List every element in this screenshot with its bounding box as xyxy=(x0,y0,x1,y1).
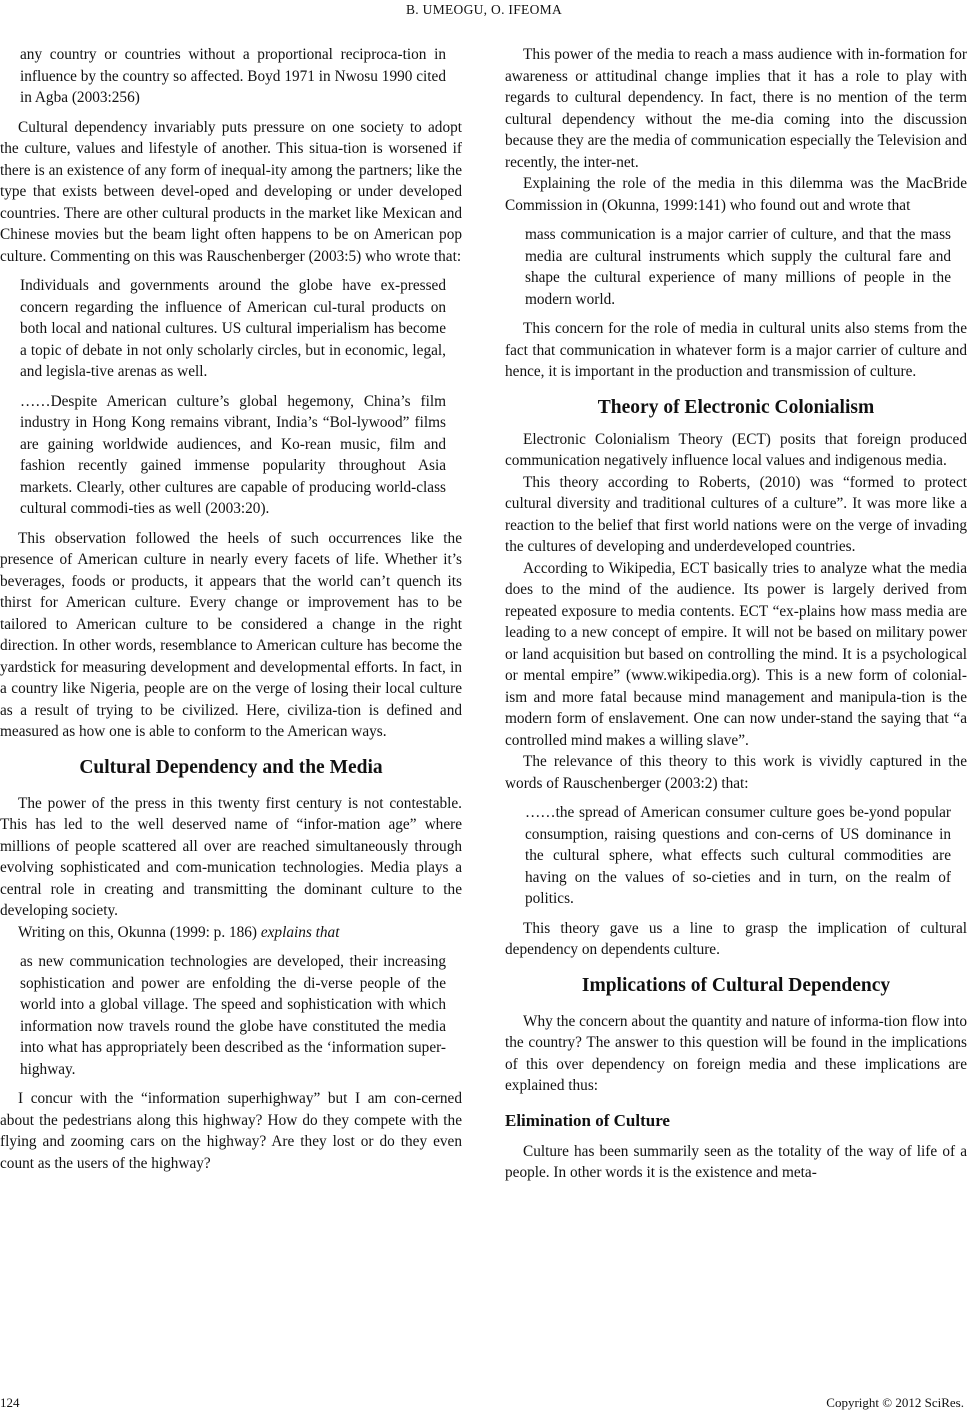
paragraph: This concern for the role of media in cultural units also stems from the fact that communication in whatever form is a major carrier of culture and hence, it is important in the production and transmission of culture. xyxy=(505,320,967,380)
running-head: B. UMEOGU, O. IFEOMA xyxy=(405,2,562,17)
subsection-heading: Elimination of Culture xyxy=(505,1110,670,1130)
paragraph-text: Writing on this, Okunna (1999: p. 186) xyxy=(18,923,261,941)
paragraph: The power of the press in this twenty first century is not contestable. This has led to the well deserved name of “infor-mation age” where millions of people scattered all over are reached simultaneously through evolving sophisticated and com-munication technologies. Media plays a central role in creating and transmitting the dominant culture to the developing society. xyxy=(0,794,462,919)
paragraph xyxy=(0,922,462,944)
copyright-notice: Copyright © 2012 SciRes. xyxy=(826,1395,964,1410)
paragraph: Why the concern about the quantity and nature of informa-tion flow into the country? The answer to this question will be found in the implications of this over dependency on foreign media and these implications are explained thus: xyxy=(505,1012,967,1094)
block-quote: ……the spread of American consumer culture goes be-yond popular consumption, raising questions and con-cerns of US dominance in the cultural sphere, what effects such cultural commodities are having on the values of so-cieties and in turn, on the realm of politics. xyxy=(525,804,951,907)
section-heading: Implications of Cultural Dependency xyxy=(581,974,891,996)
section-heading: Theory of Electronic Colonialism xyxy=(597,396,875,418)
paragraph: I concur with the “information superhighway” but I am con-cerned about the pedestrians along this highway? How do they compete with the flying and zooming cars on the highway? Are they lost or do they even count as the users of the highway? xyxy=(0,1090,462,1172)
block-quote: Individuals and governments around the globe have ex-pressed concern regarding the influence of American cul-tural products on both local and national cultures. US cultural imperialism has become a topic of debate in not only scholarly circles, but in economic, legal, and legisla-tive arenas as well. xyxy=(20,277,446,380)
paragraph: This theory gave us a line to grasp the implication of cultural dependency on dependents culture. xyxy=(505,919,967,958)
paragraph: This power of the media to reach a mass audience with in-formation for awareness or attitudinal change implies that it has a role to play with regards to cultural dependency. In fact, there is no mention of the term cultural dependency without the me-dia coming into the discussion because they are the media of communication especially the Television and recently, the inter-net. xyxy=(505,46,967,171)
right-column xyxy=(505,44,967,1184)
paragraph: Explaining the role of the media in this dilemma was the MacBride Commission in (Okunna, 1999:141) who found out and wrote that xyxy=(505,175,967,214)
paragraph: This theory according to Roberts, (2010) was “formed to protect cultural diversity and traditional cultures of a culture”. It was more like a reaction to the belief that first world nations were on the verge of invading the cultures of developing and underdeveloped countries. xyxy=(505,473,967,555)
block-quote: mass communication is a major carrier of culture, and that the mass media are cultural instruments which supply the cultural fare and shape the cultural experience of many millions of people in the modern world. xyxy=(525,226,951,308)
paragraph: According to Wikipedia, ECT basically tries to analyze what the media does to the mind of the audience. Its power is largely derived from repeated exposure to media contents. ECT “ex-plains how mass media are leading to a new concept of empire. It will not be based on military power or land acquisition but based on controlling the mind. It is a psychological or mental empire” (www.wikipedia.org). This is a new form of colonial-ism and more fatal because mind management and manipula-tion is the modern form of enslavement. One can now under-stand the saying that “a controlled mind makes a willing slave”. xyxy=(505,559,967,749)
paragraph: The relevance of this theory to this work is vividly captured in the words of Rauschenberger (2003:2) that: xyxy=(505,753,967,792)
paragraph: Culture has been summarily seen as the totality of the way of life of a people. In other words it is the existence and meta- xyxy=(505,1142,967,1181)
paragraph: This observation followed the heels of such occurrences like the presence of American culture in nearly every facets of life. Whether it’s beverages, foods or products, it appears that the world can’t quench its thirst for American culture. Every change or improvement has to be tailored to American culture to be considered a change in the right direction. In other words, resemblance to American culture has become the yardstick for measuring development and developmental efforts. In fact, in a country like Nigeria, people are on the verge of losing their local culture as a result of trying to be civilized. Here, civiliza-tion is defined and measured as how one is able to conform to the American ways. xyxy=(0,529,462,740)
page-number: 124 xyxy=(0,1395,20,1410)
emphasis-text: explains that xyxy=(260,923,340,941)
paragraph: Cultural dependency invariably puts pressure on one society to adopt the culture, values and lifestyle of another. This situa-tion is worsened if there is an existence of any form of inequal-ity among the partners; like the type that exists between devel-oped and developing or under developed countries. There are other cultural products in the market like Mexican and Chinese movies but the beam light often happens to be on American pop culture. Commenting on this was Rauschenberger (2003:5) who wrote that: xyxy=(0,118,462,265)
paragraph: Electronic Colonialism Theory (ECT) posits that foreign produced communication negatively influence local values and indigenous media. xyxy=(505,430,967,469)
block-quote: as new communication technologies are developed, their increasing sophistication and power are enfolding the di-verse people of the world into a global village. The speed and sophistication with which information now travels round the globe have constituted the media into what has appropriately been described as the ‘information super-highway. xyxy=(20,953,446,1078)
left-column xyxy=(0,44,462,1174)
section-heading: Cultural Dependency and the Media xyxy=(79,756,383,778)
block-quote: any country or countries without a proportional reciproca-tion in influence by the country so affected. Boyd 1971 in Nwosu 1990 cited in Agba (2003:256) xyxy=(20,46,446,106)
block-quote: ……Despite American culture’s global hegemony, China’s film industry in Hong Kong remains vibrant, India’s “Bol-lywood” films are gaining worldwide audiences, and Ko-rean music, film and fashion recently gained immense popularity throughout Asia markets. Clearly, other cultures are capable of producing world-class cultural commodi-ties as well (2003:20). xyxy=(20,392,446,517)
